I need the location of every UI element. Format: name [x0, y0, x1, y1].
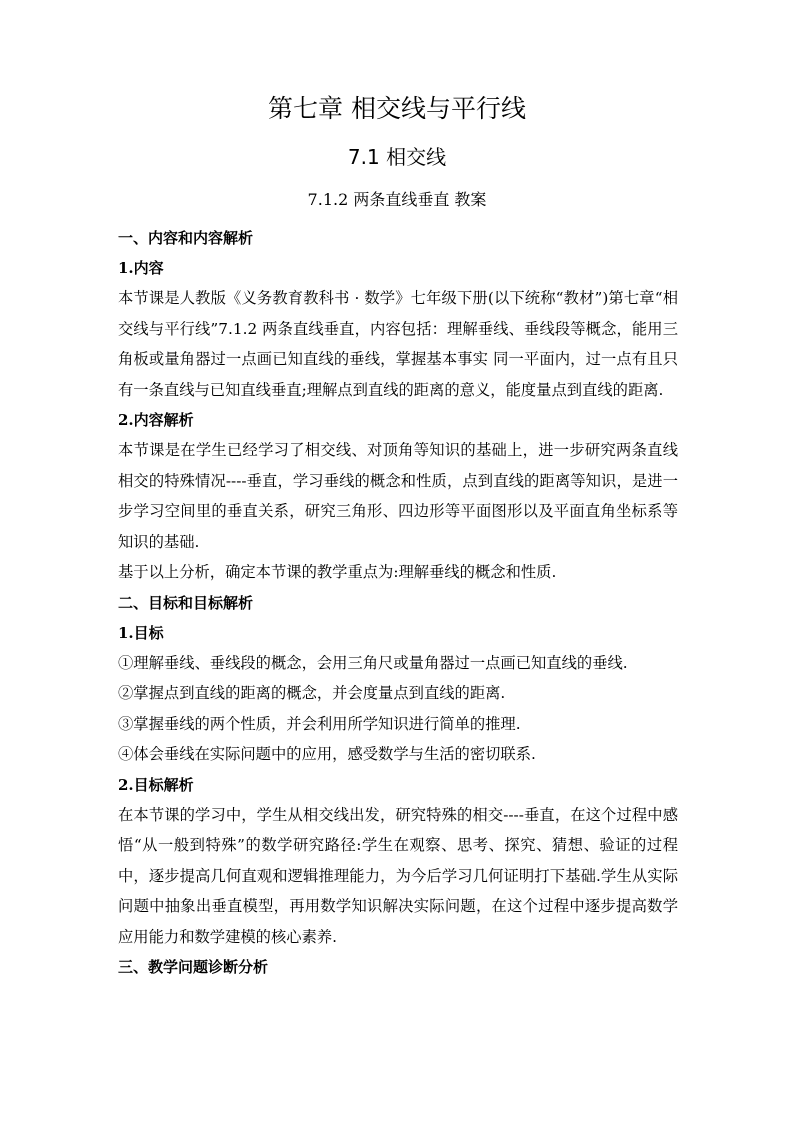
subheading-goal-analysis: 2.目标解析: [118, 775, 194, 794]
paragraph-content: 本节课是人教版《义务教育教科书 · 数学》七年级下册(以下统称“教材”)第七章“相交线与平行线”7.1.2 两条直线垂直，内容包括：理解垂线、垂线段等概念，能用三角板或量角器过一点画已知直线的垂线，掌握基本事实 同一平面内，过一点有且只有一条直线与已知直线垂直;理解点到直线的距离的意义，能度量点到直线的距离.: [118, 289, 678, 399]
subheading-content: 1.内容: [118, 259, 164, 277]
goal-item: ③掌握垂线的两个性质，并会利用所学知识进行简单的推理.: [118, 714, 521, 733]
goal-item: ①理解垂线、垂线段的概念，会用三角尺或量角器过一点画已知直线的垂线.: [118, 653, 628, 672]
subheading-goals: 1.目标: [118, 623, 164, 642]
chapter-title: 第七章 相交线与平行线: [268, 94, 526, 123]
heading-problem-diagnosis: 三、教学问题诊断分析: [118, 958, 269, 976]
heading-goals: 二、目标和目标解析: [118, 593, 254, 612]
goal-item: ④体会垂线在实际问题中的应用，感受数学与生活的密切联系.: [118, 745, 536, 763]
paragraph-content-analysis: 本节课是在学生已经学习了相交线、对顶角等知识的基础上，进一步研究两条直线相交的特殊情况----垂直，学习垂线的概念和性质，点到直线的距离等知识，是进一步学习空间里的垂直关系，研究三角形、四边形等平面图形以及平面直角坐标系等知识的基础.: [118, 441, 678, 551]
paragraph-teaching-focus: 基于以上分析，确定本节课的教学重点为:理解垂线的概念和性质.: [118, 563, 557, 581]
heading-content-analysis: 一、内容和内容解析: [118, 229, 254, 247]
document-body: [118, 223, 678, 982]
lesson-title: 7.1.2 两条直线垂直 教案: [307, 190, 487, 209]
section-title: 7.1 相交线: [347, 145, 447, 169]
paragraph-goal-analysis: 在本节课的学习中，学生从相交线出发，研究特殊的相交----垂直，在这个过程中感悟“从一般到特殊”的数学研究路径:学生在观察、思考、探究、猜想、验证的过程中，逐步提高几何直观和逻辑推理能力，为今后学习几何证明打下基础.学生从实际问题中抽象出垂直模型，再用数学知识解决实际问题，在这个过程中逐步提高数学应用能力和数学建模的核心素养.: [118, 805, 678, 946]
subheading-content-analysis: 2.内容解析: [118, 411, 194, 429]
goal-item: ②掌握点到直线的距离的概念，并会度量点到直线的距离.: [118, 684, 506, 702]
